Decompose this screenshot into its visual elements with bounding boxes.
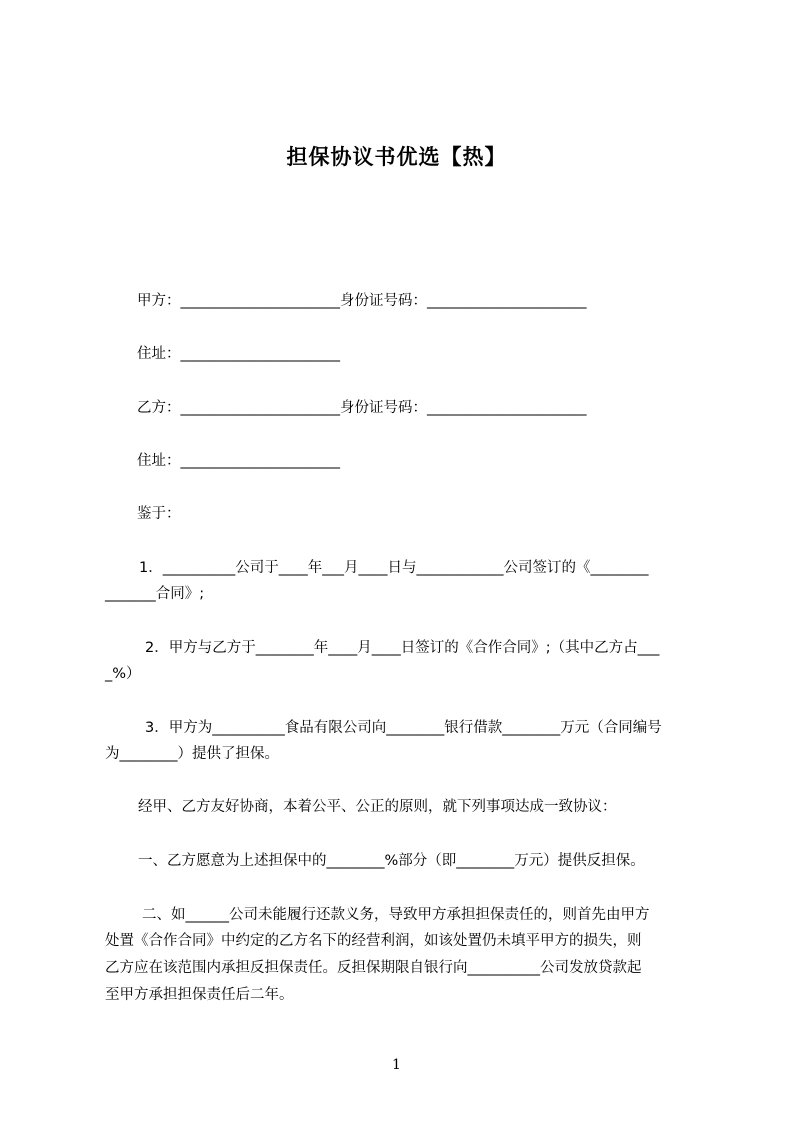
agreement-intro-paragraph: 经甲、乙方友好协商，本着公平、公正的原则，就下列事项达成一致协议： [138, 799, 617, 815]
clause-2-line-2: _%） [105, 666, 141, 682]
party-a-name-id-line: 甲方：______________________身份证号码：______________________ [137, 293, 587, 309]
clause-3-line-2: 为________）提供了担保。 [105, 746, 279, 762]
party-a-address-line: 住址：______________________ [137, 346, 340, 362]
clause-2-line-1: 2．甲方与乙方于________年____月____日签订的《合作合同》;（其中乙方占___ [145, 640, 660, 656]
article-1-paragraph: 一、乙方愿意为上述担保中的________%部分（即________万元）提供反担保。 [138, 853, 645, 869]
article-2-line-2: 处置《合作合同》中约定的乙方名下的经营利润，如该处置仍未填平甲方的损失，则 [105, 933, 642, 949]
page-number: 1 [392, 1057, 401, 1073]
article-2-line-3: 乙方应在该范围内承担反担保责任。反担保期限自银行向__________公司发放贷款起 [105, 960, 642, 976]
party-b-name-id-line: 乙方：______________________身份证号码：______________________ [137, 400, 587, 416]
party-b-address-line: 住址：______________________ [137, 453, 340, 469]
article-2-line-4: 至甲方承担担保责任后二年。 [105, 987, 294, 1003]
article-2-line-1: 二、如______公司未能履行还款义务，导致甲方承担担保责任的，则首先由甲方 [142, 907, 650, 923]
clause-1-line-2: _______合同》; [105, 586, 205, 602]
clause-3-line-1: 3．甲方为__________食品有限公司向________银行借款________万元（合同编号 [145, 720, 662, 736]
whereas-heading: 鉴于： [137, 506, 181, 522]
clause-1-line-1: 1．__________公司于____年___月____日与____________公司签订的《________ [139, 560, 649, 576]
document-title: 担保协议书优选【热】 [286, 145, 507, 169]
